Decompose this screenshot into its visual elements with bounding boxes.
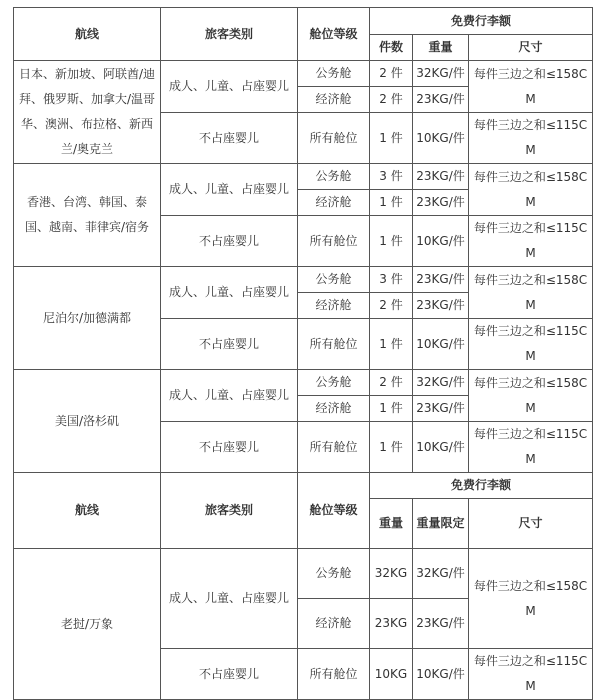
cabin-cell: 公务舱 xyxy=(298,164,370,190)
header-size: 尺寸 xyxy=(469,35,593,61)
cabin-cell: 经济舱 xyxy=(298,396,370,422)
header-passenger: 旅客类别 xyxy=(161,473,298,549)
passenger-cell: 成人、儿童、占座婴儿 xyxy=(161,549,298,649)
table-row xyxy=(14,370,593,396)
cabin-cell: 所有舱位 xyxy=(298,319,370,370)
header-cabin: 舱位等级 xyxy=(298,473,370,549)
pieces-cell: 1 件 xyxy=(370,319,413,370)
route-cell: 美国/洛杉矶 xyxy=(14,370,161,473)
pieces-cell: 1 件 xyxy=(370,216,413,267)
cabin-cell: 所有舱位 xyxy=(298,422,370,473)
pieces-cell: 2 件 xyxy=(370,61,413,87)
passenger-cell: 不占座婴儿 xyxy=(161,216,298,267)
weight-limit-cell: 10KG/件 xyxy=(413,649,469,700)
weight-cell: 10KG/件 xyxy=(413,216,469,267)
pieces-cell: 1 件 xyxy=(370,396,413,422)
pieces-cell: 2 件 xyxy=(370,87,413,113)
table-row xyxy=(14,549,593,599)
size-cell: 每件三边之和≤115CM xyxy=(469,113,593,164)
table-row xyxy=(14,164,593,190)
header-allowance: 免费行李额 xyxy=(370,8,593,35)
route-cell: 日本、新加坡、阿联酋/迪拜、俄罗斯、加拿大/温哥华、澳洲、布拉格、新西兰/奥克兰 xyxy=(14,61,161,164)
weight-cell: 10KG/件 xyxy=(413,422,469,473)
pieces-cell: 2 件 xyxy=(370,293,413,319)
header-allowance: 免费行李额 xyxy=(370,473,593,499)
header-weight-limit: 重量限定 xyxy=(413,499,469,549)
weight-limit-cell: 23KG/件 xyxy=(413,599,469,649)
size-cell: 每件三边之和≤115CM xyxy=(469,649,593,700)
passenger-cell: 不占座婴儿 xyxy=(161,113,298,164)
pieces-cell: 1 件 xyxy=(370,190,413,216)
pieces-cell: 3 件 xyxy=(370,164,413,190)
weight-cell: 23KG/件 xyxy=(413,267,469,293)
weight-cell: 23KG/件 xyxy=(413,87,469,113)
header-weight: 重量 xyxy=(413,35,469,61)
header-route: 航线 xyxy=(14,473,161,549)
header-pieces: 件数 xyxy=(370,35,413,61)
weight-cell: 10KG/件 xyxy=(413,113,469,164)
baggage-allowance-table xyxy=(13,7,593,700)
weight-cell: 23KG/件 xyxy=(413,190,469,216)
header-size: 尺寸 xyxy=(469,499,593,549)
weight-cell: 32KG xyxy=(370,549,413,599)
cabin-cell: 所有舱位 xyxy=(298,216,370,267)
cabin-cell: 经济舱 xyxy=(298,599,370,649)
passenger-cell: 成人、儿童、占座婴儿 xyxy=(161,370,298,422)
passenger-cell: 不占座婴儿 xyxy=(161,319,298,370)
size-cell: 每件三边之和≤115CM xyxy=(469,319,593,370)
cabin-cell: 经济舱 xyxy=(298,87,370,113)
table-row xyxy=(14,267,593,293)
pieces-cell: 2 件 xyxy=(370,370,413,396)
passenger-cell: 成人、儿童、占座婴儿 xyxy=(161,164,298,216)
passenger-cell: 成人、儿童、占座婴儿 xyxy=(161,267,298,319)
weight-cell: 10KG/件 xyxy=(413,319,469,370)
size-cell: 每件三边之和≤158CM xyxy=(469,267,593,319)
size-cell: 每件三边之和≤158CM xyxy=(469,370,593,422)
pieces-cell: 1 件 xyxy=(370,422,413,473)
cabin-cell: 公务舱 xyxy=(298,61,370,87)
route-cell: 老挝/万象 xyxy=(14,549,161,700)
header-cabin: 舱位等级 xyxy=(298,8,370,61)
size-cell: 每件三边之和≤158CM xyxy=(469,61,593,113)
weight-cell: 32KG/件 xyxy=(413,61,469,87)
passenger-cell: 不占座婴儿 xyxy=(161,649,298,700)
weight-cell: 23KG/件 xyxy=(413,164,469,190)
route-cell: 尼泊尔/加德满都 xyxy=(14,267,161,370)
weight-limit-cell: 32KG/件 xyxy=(413,549,469,599)
header-weight: 重量 xyxy=(370,499,413,549)
size-cell: 每件三边之和≤158CM xyxy=(469,549,593,649)
passenger-cell: 不占座婴儿 xyxy=(161,422,298,473)
cabin-cell: 经济舱 xyxy=(298,190,370,216)
size-cell: 每件三边之和≤158CM xyxy=(469,164,593,216)
table-row xyxy=(14,61,593,87)
pieces-cell: 3 件 xyxy=(370,267,413,293)
cabin-cell: 所有舱位 xyxy=(298,113,370,164)
cabin-cell: 经济舱 xyxy=(298,293,370,319)
weight-cell: 23KG xyxy=(370,599,413,649)
cabin-cell: 公务舱 xyxy=(298,549,370,599)
weight-cell: 32KG/件 xyxy=(413,370,469,396)
weight-cell: 23KG/件 xyxy=(413,396,469,422)
header-route: 航线 xyxy=(14,8,161,61)
pieces-cell: 1 件 xyxy=(370,113,413,164)
cabin-cell: 公务舱 xyxy=(298,267,370,293)
size-cell: 每件三边之和≤115CM xyxy=(469,216,593,267)
weight-cell: 10KG xyxy=(370,649,413,700)
route-cell: 香港、台湾、韩国、泰国、越南、菲律宾/宿务 xyxy=(14,164,161,267)
size-cell: 每件三边之和≤115CM xyxy=(469,422,593,473)
passenger-cell: 成人、儿童、占座婴儿 xyxy=(161,61,298,113)
cabin-cell: 公务舱 xyxy=(298,370,370,396)
header-passenger: 旅客类别 xyxy=(161,8,298,61)
weight-cell: 23KG/件 xyxy=(413,293,469,319)
cabin-cell: 所有舱位 xyxy=(298,649,370,700)
